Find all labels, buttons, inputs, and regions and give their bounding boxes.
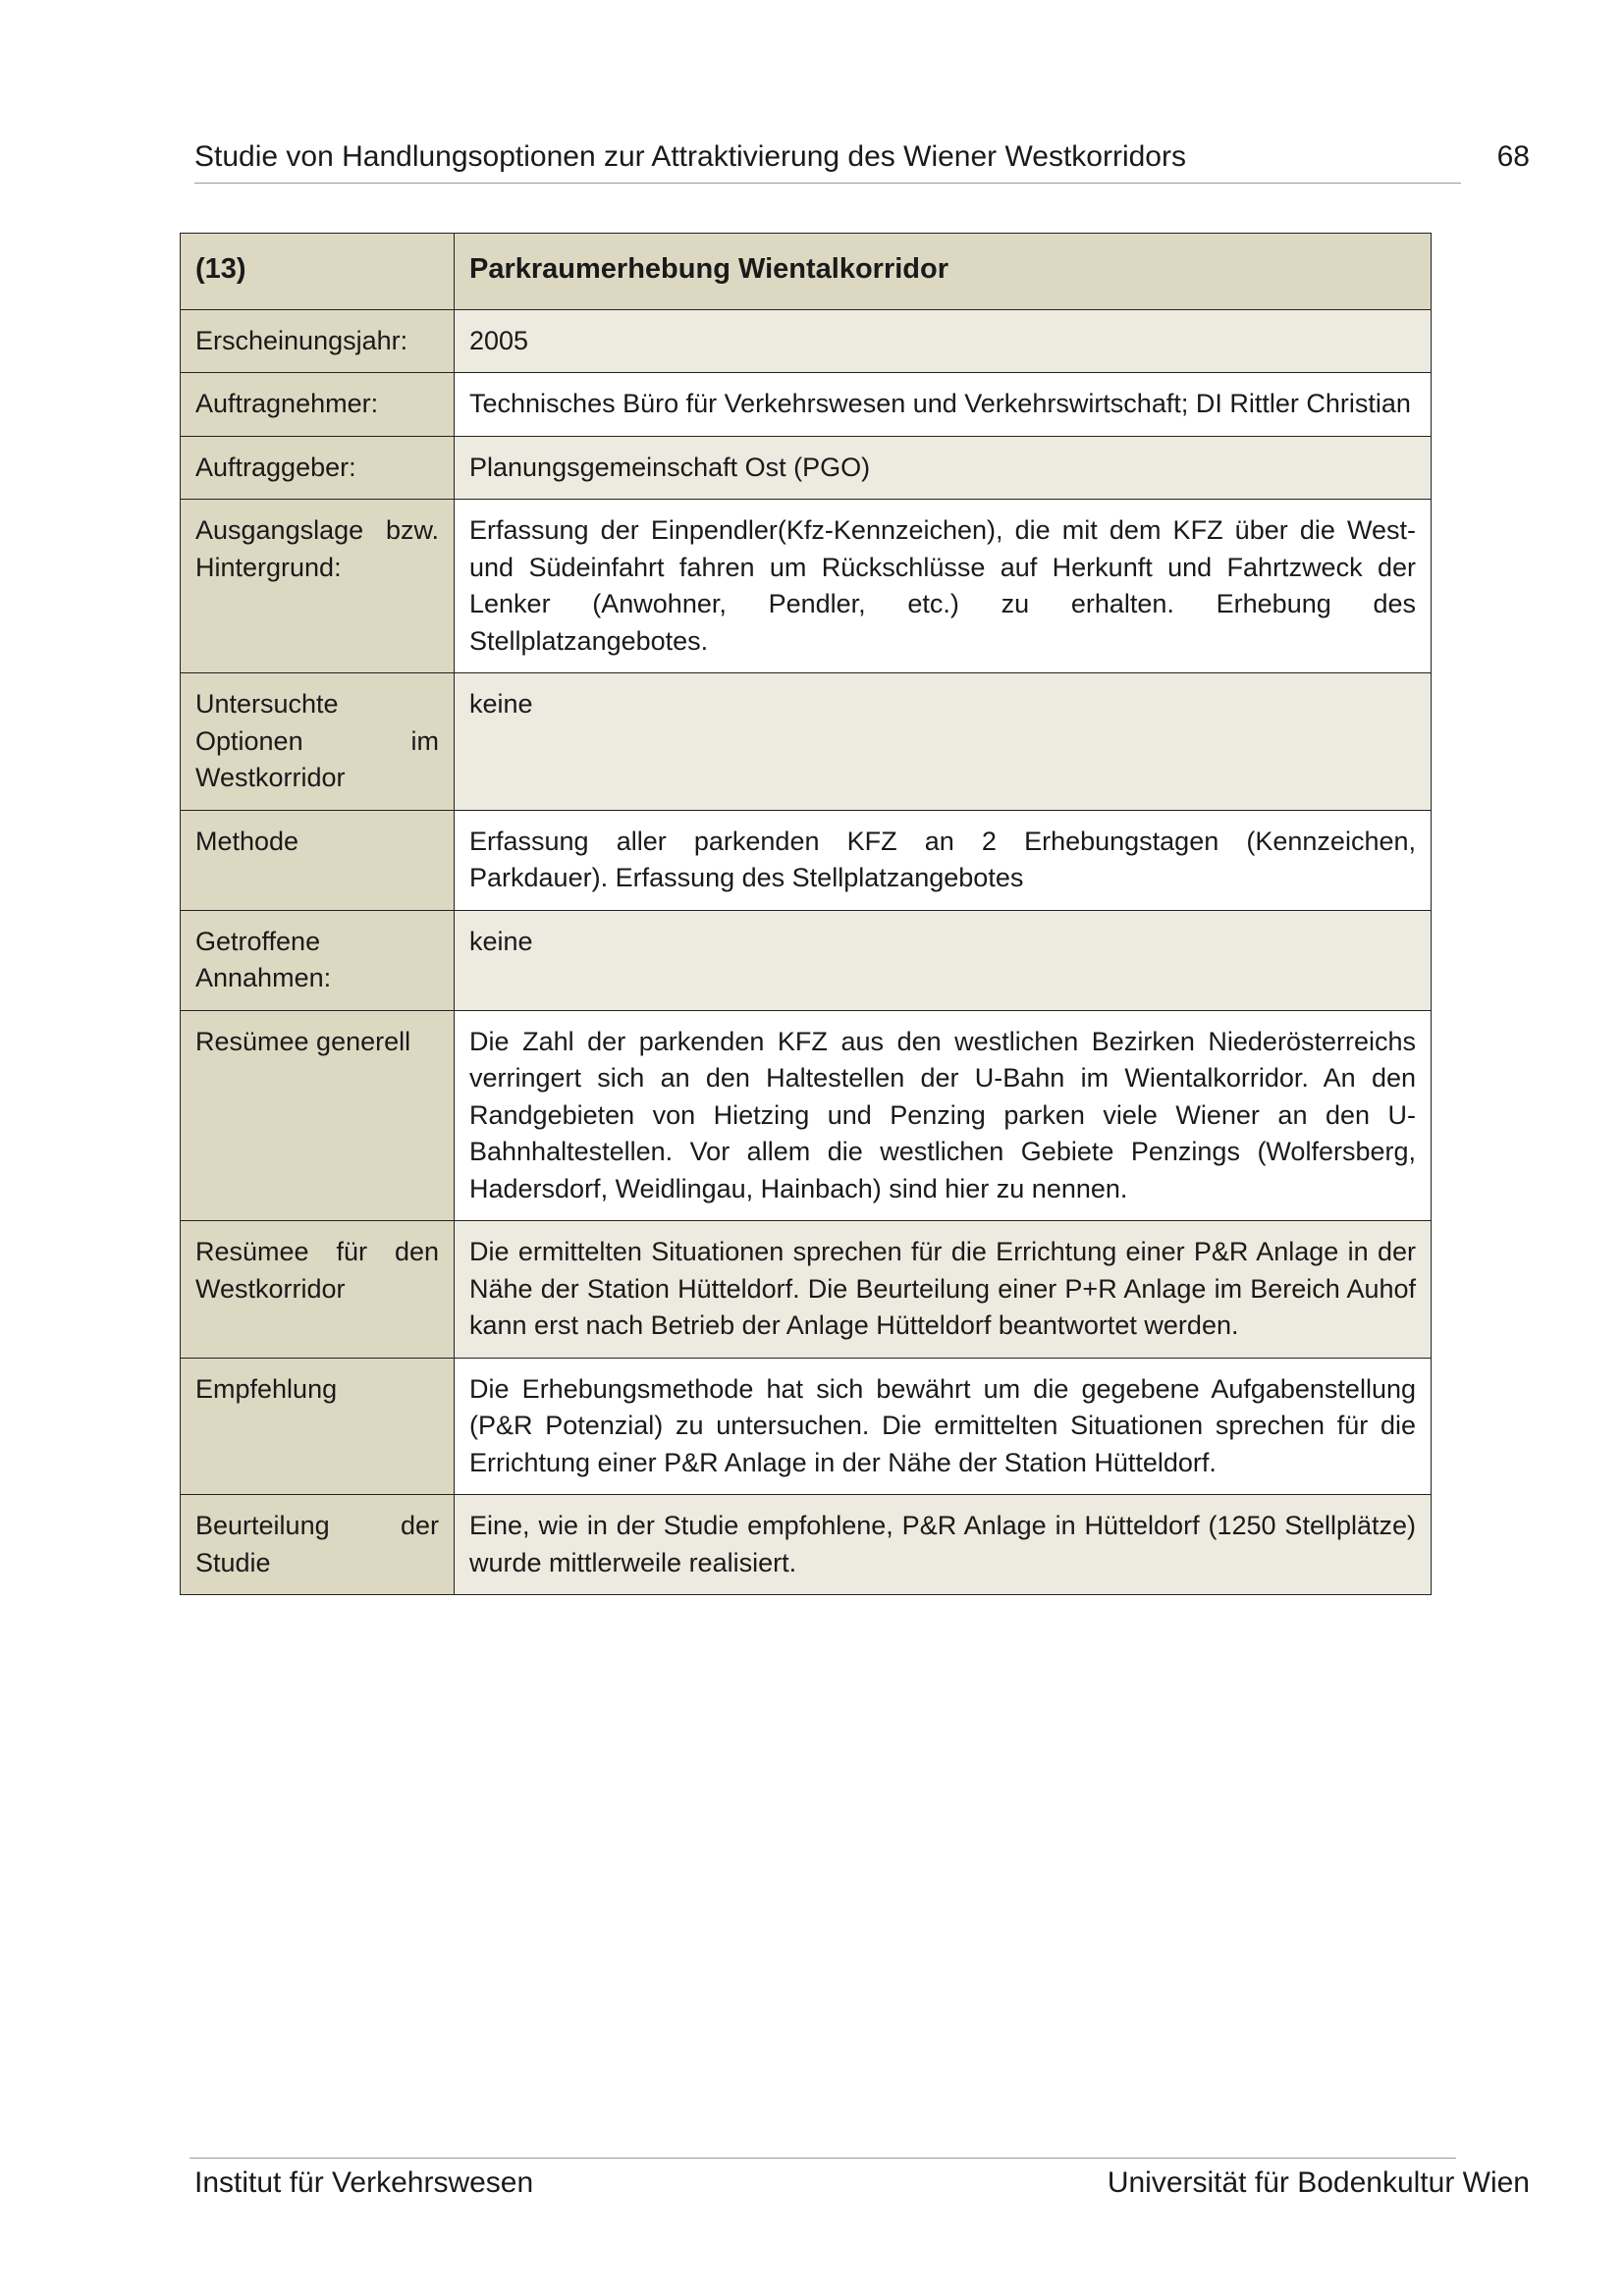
row-value: keine [455,673,1432,811]
row-value: Eine, wie in der Studie empfohlene, P&R Anlage in Hütteldorf (1250 Stellplätze) wurde mittlerweile realisiert. [455,1495,1432,1595]
header-title: Studie von Handlungsoptionen zur Attraktivierung des Wiener Westkorridors [194,140,1186,173]
row-label: Methode [181,810,455,910]
study-summary-table [180,233,1432,1595]
row-value: Die ermittelten Situationen sprechen für die Errichtung einer P&R Anlage in der Nähe der Station Hütteldorf. Die Beurteilung einer P+R Anlage im Bereich Auhof kann erst nach Betrieb der Anlage Hütteldorf beantwortet werden. [455,1221,1432,1359]
row-label: Empfehlung [181,1358,455,1495]
table-row [181,500,1432,673]
row-label: Getroffene Annahmen: [181,910,455,1010]
row-label: Beurteilung der Studie [181,1495,455,1595]
row-label: Resümee generell [181,1010,455,1221]
table-row [181,1010,1432,1221]
page-header [194,139,1530,188]
row-label: Untersuchte Optionen im Westkorridor [181,673,455,811]
row-value: Erfassung der Einpendler(Kfz-Kennzeichen), die mit dem KFZ über die West- und Südeinfahrt fahren um Rückschlüsse auf Herkunft und Fahrtzweck der Lenker (Anwohner, Pendler, etc.) zu erhalten. Erhebung des Stellplatzangebotes. [455,500,1432,673]
table-row [181,1358,1432,1495]
study-number: (13) [181,234,455,310]
table-row [181,673,1432,811]
row-value: Erfassung aller parkenden KFZ an 2 Erhebungstagen (Kennzeichen, Parkdauer). Erfassung des Stellplatzangebotes [455,810,1432,910]
row-value: Die Zahl der parkenden KFZ aus den westlichen Bezirken Niederösterreichs verringert sich an den Haltestellen der U-Bahn im Wientalkorridor. An den Randgebieten von Hietzing und Penzing parken viele Wiener an den U-Bahnhaltestellen. Vor allem die westlichen Gebiete Penzings (Wolfersberg, Hadersdorf, Weidlingau, Hainbach) sind hier zu nennen. [455,1010,1432,1221]
row-label: Resümee für den Westkorridor [181,1221,455,1359]
table-heading-row [181,234,1432,310]
row-value: 2005 [455,309,1432,373]
row-value: Technisches Büro für Verkehrswesen und Verkehrswirtschaft; DI Rittler Christian [455,373,1432,437]
row-label: Ausgangslage bzw. Hintergrund: [181,500,455,673]
footer-divider [189,2158,1456,2159]
table-row [181,309,1432,373]
row-value: keine [455,910,1432,1010]
table-row [181,436,1432,500]
page-number: 68 [1496,140,1530,173]
row-value: Planungsgemeinschaft Ost (PGO) [455,436,1432,500]
row-label: Erscheinungsjahr: [181,309,455,373]
study-title: Parkraumerhebung Wientalkorridor [455,234,1432,310]
table-row [181,373,1432,437]
table-row [181,1495,1432,1595]
row-value: Die Erhebungsmethode hat sich bewährt um die gegebene Aufgabenstellung (P&R Potenzial) zu untersuchen. Die ermittelten Situationen sprechen für die Errichtung einer P&R Anlage in der Nähe der Station Hütteldorf. [455,1358,1432,1495]
row-label: Auftragnehmer: [181,373,455,437]
header-divider [194,183,1461,184]
table-row [181,810,1432,910]
footer-university: Universität für Bodenkultur Wien [1107,2166,1530,2199]
table-row [181,910,1432,1010]
footer-institute: Institut für Verkehrswesen [194,2166,534,2199]
row-label: Auftraggeber: [181,436,455,500]
table-row [181,1221,1432,1359]
